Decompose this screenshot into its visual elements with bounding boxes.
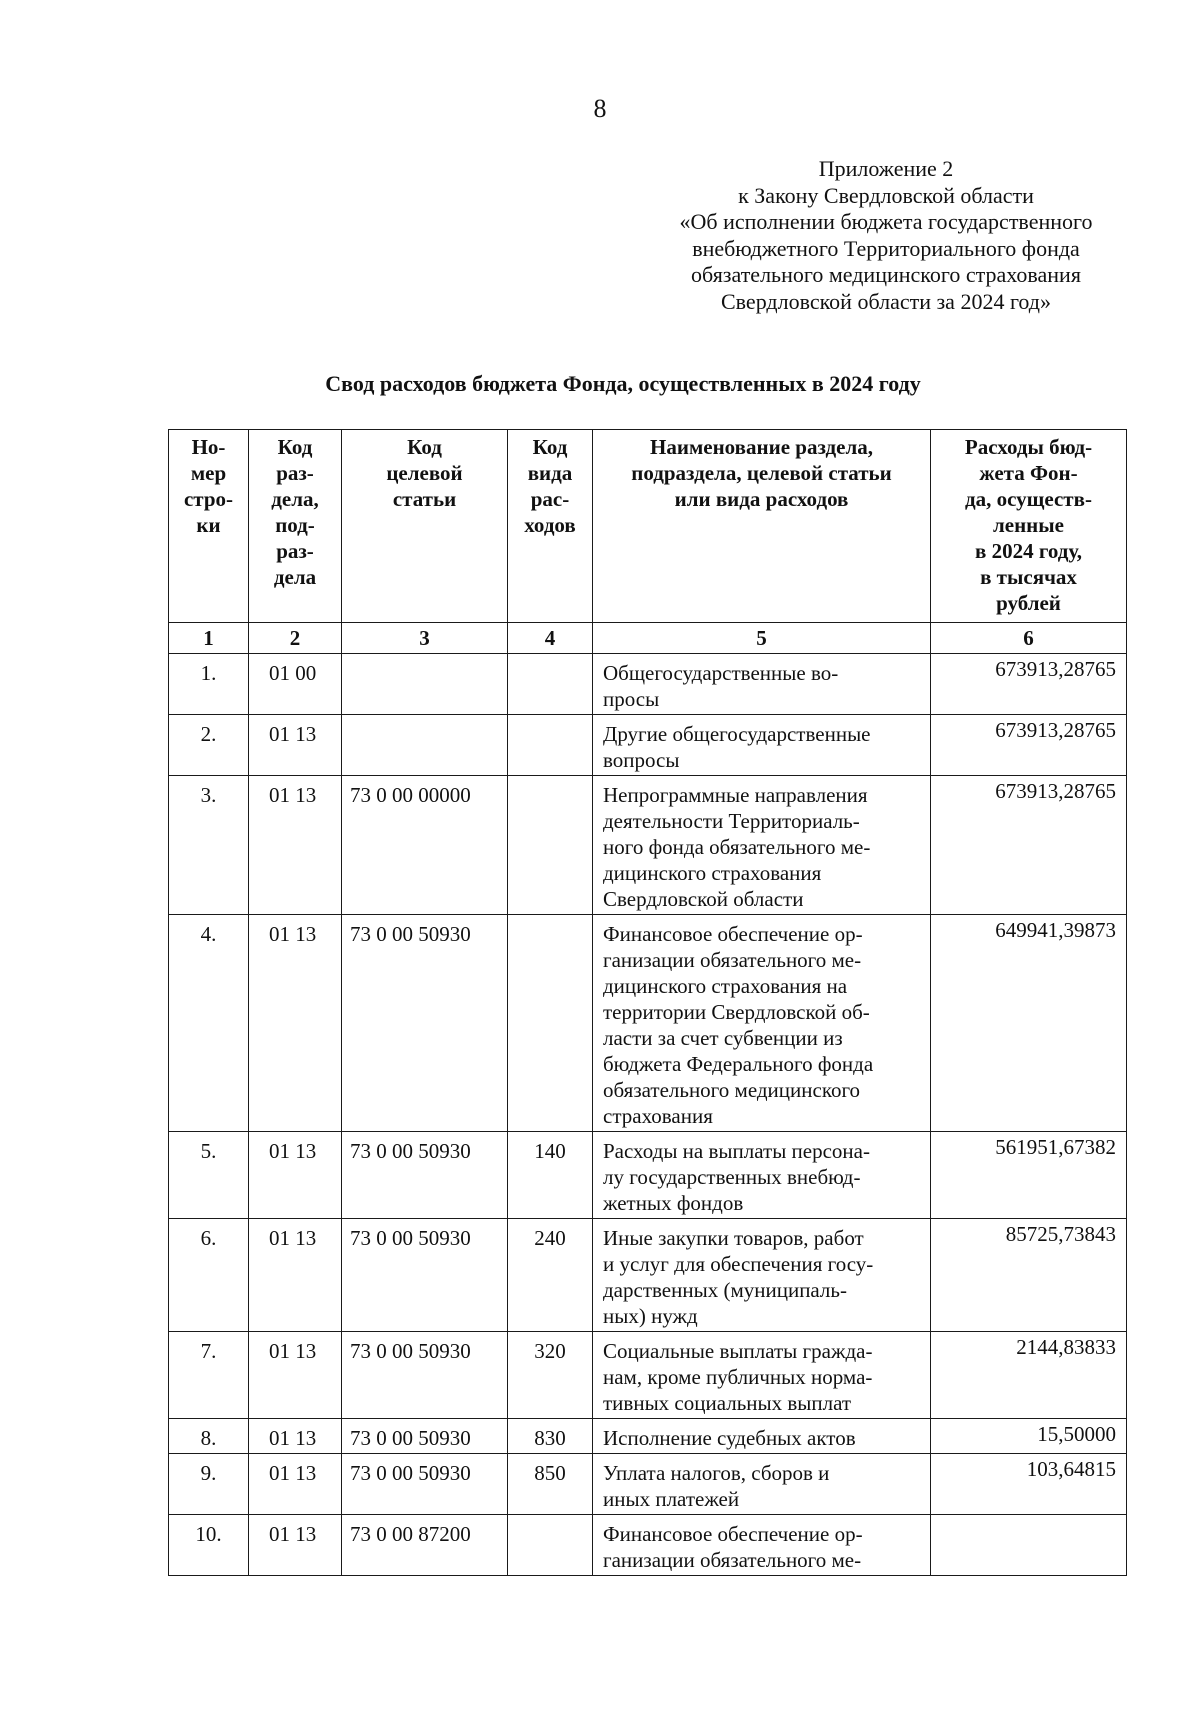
column-header: Код вида рас- ходов (508, 430, 593, 623)
row-number-cell: 2. (169, 715, 249, 776)
item-name-line: дицинского страхования (603, 861, 822, 885)
item-name-line: ных) нужд (603, 1304, 698, 1328)
item-name-cell (593, 654, 931, 715)
item-name-line: дарственных (муниципаль- (603, 1278, 847, 1302)
column-header: Но- мер стро- ки (169, 430, 249, 623)
item-name-line: Непрограммные направления (603, 783, 868, 807)
item-name-cell (593, 915, 931, 1132)
amount-cell: 2144,83833 (931, 1332, 1127, 1419)
target-article-cell: 73 0 00 50930 (342, 1132, 508, 1219)
expense-kind-cell (508, 715, 593, 776)
section-code-cell: 01 13 (249, 1454, 342, 1515)
table-row (169, 915, 1127, 1132)
item-name-cell (593, 1419, 931, 1454)
expense-kind-cell: 830 (508, 1419, 593, 1454)
section-code-cell: 01 13 (249, 776, 342, 915)
table-row (169, 776, 1127, 915)
section-code-cell: 01 13 (249, 1419, 342, 1454)
column-number: 3 (342, 623, 508, 654)
row-number-cell: 3. (169, 776, 249, 915)
item-name-line: иных платежей (603, 1487, 740, 1511)
row-number-cell: 5. (169, 1132, 249, 1219)
target-article-cell: 73 0 00 50930 (342, 1419, 508, 1454)
item-name-line: Расходы на выплаты персона- (603, 1139, 870, 1163)
amount-cell: 15,50000 (931, 1419, 1127, 1454)
target-article-cell: 73 0 00 50930 (342, 1454, 508, 1515)
section-code-cell: 01 13 (249, 1332, 342, 1419)
item-name-line: нам, кроме публичных норма- (603, 1365, 873, 1389)
row-number-cell: 9. (169, 1454, 249, 1515)
item-name-line: Финансовое обеспечение ор- (603, 922, 863, 946)
table-title: Свод расходов бюджета Фонда, осуществленных в 2024 году (325, 371, 921, 396)
item-name-cell (593, 776, 931, 915)
item-name-line: лу государственных внебюд- (603, 1165, 861, 1189)
item-name-line: Социальные выплаты гражда- (603, 1339, 873, 1363)
item-name-line: Свердловской области (603, 887, 804, 911)
appendix-line: Свердловской области за 2024 год» (721, 288, 1051, 314)
section-code-cell: 01 13 (249, 1219, 342, 1332)
item-name-line: Общегосударственные во- (603, 661, 839, 685)
target-article-cell: 73 0 00 00000 (342, 776, 508, 915)
expense-kind-cell (508, 776, 593, 915)
column-number: 5 (593, 623, 931, 654)
item-name-cell (593, 1219, 931, 1332)
expense-kind-cell: 240 (508, 1219, 593, 1332)
table-row (169, 1132, 1127, 1219)
row-number-cell: 4. (169, 915, 249, 1132)
item-name-line: жетных фондов (603, 1191, 744, 1215)
item-name-cell (593, 1454, 931, 1515)
table-row (169, 1332, 1127, 1419)
target-article-cell (342, 654, 508, 715)
amount-cell: 673913,28765 (931, 715, 1127, 776)
target-article-cell (342, 715, 508, 776)
item-name-line: Другие общегосударственные (603, 722, 871, 746)
item-name-line: вопросы (603, 748, 680, 772)
row-number-cell: 7. (169, 1332, 249, 1419)
item-name-line: Исполнение судебных актов (603, 1426, 856, 1450)
amount-cell: 673913,28765 (931, 776, 1127, 915)
column-number: 2 (249, 623, 342, 654)
item-name-line: обязательного медицинского (603, 1078, 861, 1102)
row-number-cell: 10. (169, 1515, 249, 1576)
expense-kind-cell (508, 654, 593, 715)
item-name-line: ного фонда обязательного ме- (603, 835, 871, 859)
appendix-line: Приложение 2 (818, 156, 954, 181)
table-header-row (169, 430, 1127, 623)
item-name-line: и услуг для обеспечения госу- (603, 1252, 874, 1276)
amount-cell: 103,64815 (931, 1454, 1127, 1515)
section-code-cell: 01 13 (249, 915, 342, 1132)
expense-kind-cell: 320 (508, 1332, 593, 1419)
expense-kind-cell: 140 (508, 1132, 593, 1219)
expense-kind-cell (508, 1515, 593, 1576)
page-number: 8 (593, 94, 607, 123)
table-row (169, 1419, 1127, 1454)
column-number-row (169, 623, 1127, 654)
target-article-cell: 73 0 00 50930 (342, 1332, 508, 1419)
expenses-table (168, 429, 1127, 1576)
table-row (169, 1515, 1127, 1576)
expense-kind-cell: 850 (508, 1454, 593, 1515)
table-row (169, 715, 1127, 776)
item-name-line: тивных социальных выплат (603, 1391, 852, 1415)
item-name-line: Иные закупки товаров, работ (603, 1226, 864, 1250)
column-number: 4 (508, 623, 593, 654)
appendix-line: «Об исполнении бюджета государственного (679, 209, 1093, 234)
table-row (169, 654, 1127, 715)
target-article-cell: 73 0 00 50930 (342, 915, 508, 1132)
amount-cell: 673913,28765 (931, 654, 1127, 715)
target-article-cell: 73 0 00 87200 (342, 1515, 508, 1576)
item-name-line: деятельности Территориаль- (603, 809, 860, 833)
column-number: 1 (169, 623, 249, 654)
item-name-line: просы (603, 687, 660, 711)
item-name-line: Уплата налогов, сборов и (603, 1461, 830, 1485)
section-code-cell: 01 00 (249, 654, 342, 715)
item-name-line: ганизации обязательного ме- (603, 948, 862, 972)
item-name-line: ласти за счет субвенции из (603, 1026, 843, 1050)
column-header: Наименование раздела, подраздела, целевой статьи или вида расходов (593, 430, 931, 623)
item-name-cell (593, 1515, 931, 1576)
appendix-line: обязательного медицинского страхования (691, 262, 1081, 287)
appendix-line: к Закону Свердловской области (738, 182, 1034, 208)
item-name-cell (593, 715, 931, 776)
amount-cell: 649941,39873 (931, 915, 1127, 1132)
row-number-cell: 8. (169, 1419, 249, 1454)
section-code-cell: 01 13 (249, 1515, 342, 1576)
table-row (169, 1454, 1127, 1515)
amount-cell: 561951,67382 (931, 1132, 1127, 1219)
column-header: Код целевой статьи (342, 430, 508, 623)
item-name-cell (593, 1332, 931, 1419)
appendix-line: внебюджетного Территориального фонда (692, 235, 1080, 261)
column-number: 6 (931, 623, 1127, 654)
item-name-line: ганизации обязательного ме- (603, 1548, 862, 1572)
amount-cell: 85725,73843 (931, 1219, 1127, 1332)
item-name-cell (593, 1132, 931, 1219)
item-name-line: страхования (603, 1104, 713, 1128)
item-name-line: бюджета Федерального фонда (603, 1052, 874, 1076)
item-name-line: Финансовое обеспечение ор- (603, 1522, 863, 1546)
table-row (169, 1219, 1127, 1332)
item-name-line: территории Свердловской об- (603, 1000, 870, 1024)
row-number-cell: 1. (169, 654, 249, 715)
amount-cell (931, 1515, 1127, 1576)
column-header: Расходы бюд- жета Фон- да, осуществ- ленные в 2024 году, в тысячах рублей (931, 430, 1127, 623)
target-article-cell: 73 0 00 50930 (342, 1219, 508, 1332)
row-number-cell: 6. (169, 1219, 249, 1332)
item-name-line: дицинского страхования на (603, 974, 848, 998)
appendix-heading (636, 156, 1136, 315)
section-code-cell: 01 13 (249, 715, 342, 776)
column-header: Код раз- дела, под- раз- дела (249, 430, 342, 623)
section-code-cell: 01 13 (249, 1132, 342, 1219)
expense-kind-cell (508, 915, 593, 1132)
